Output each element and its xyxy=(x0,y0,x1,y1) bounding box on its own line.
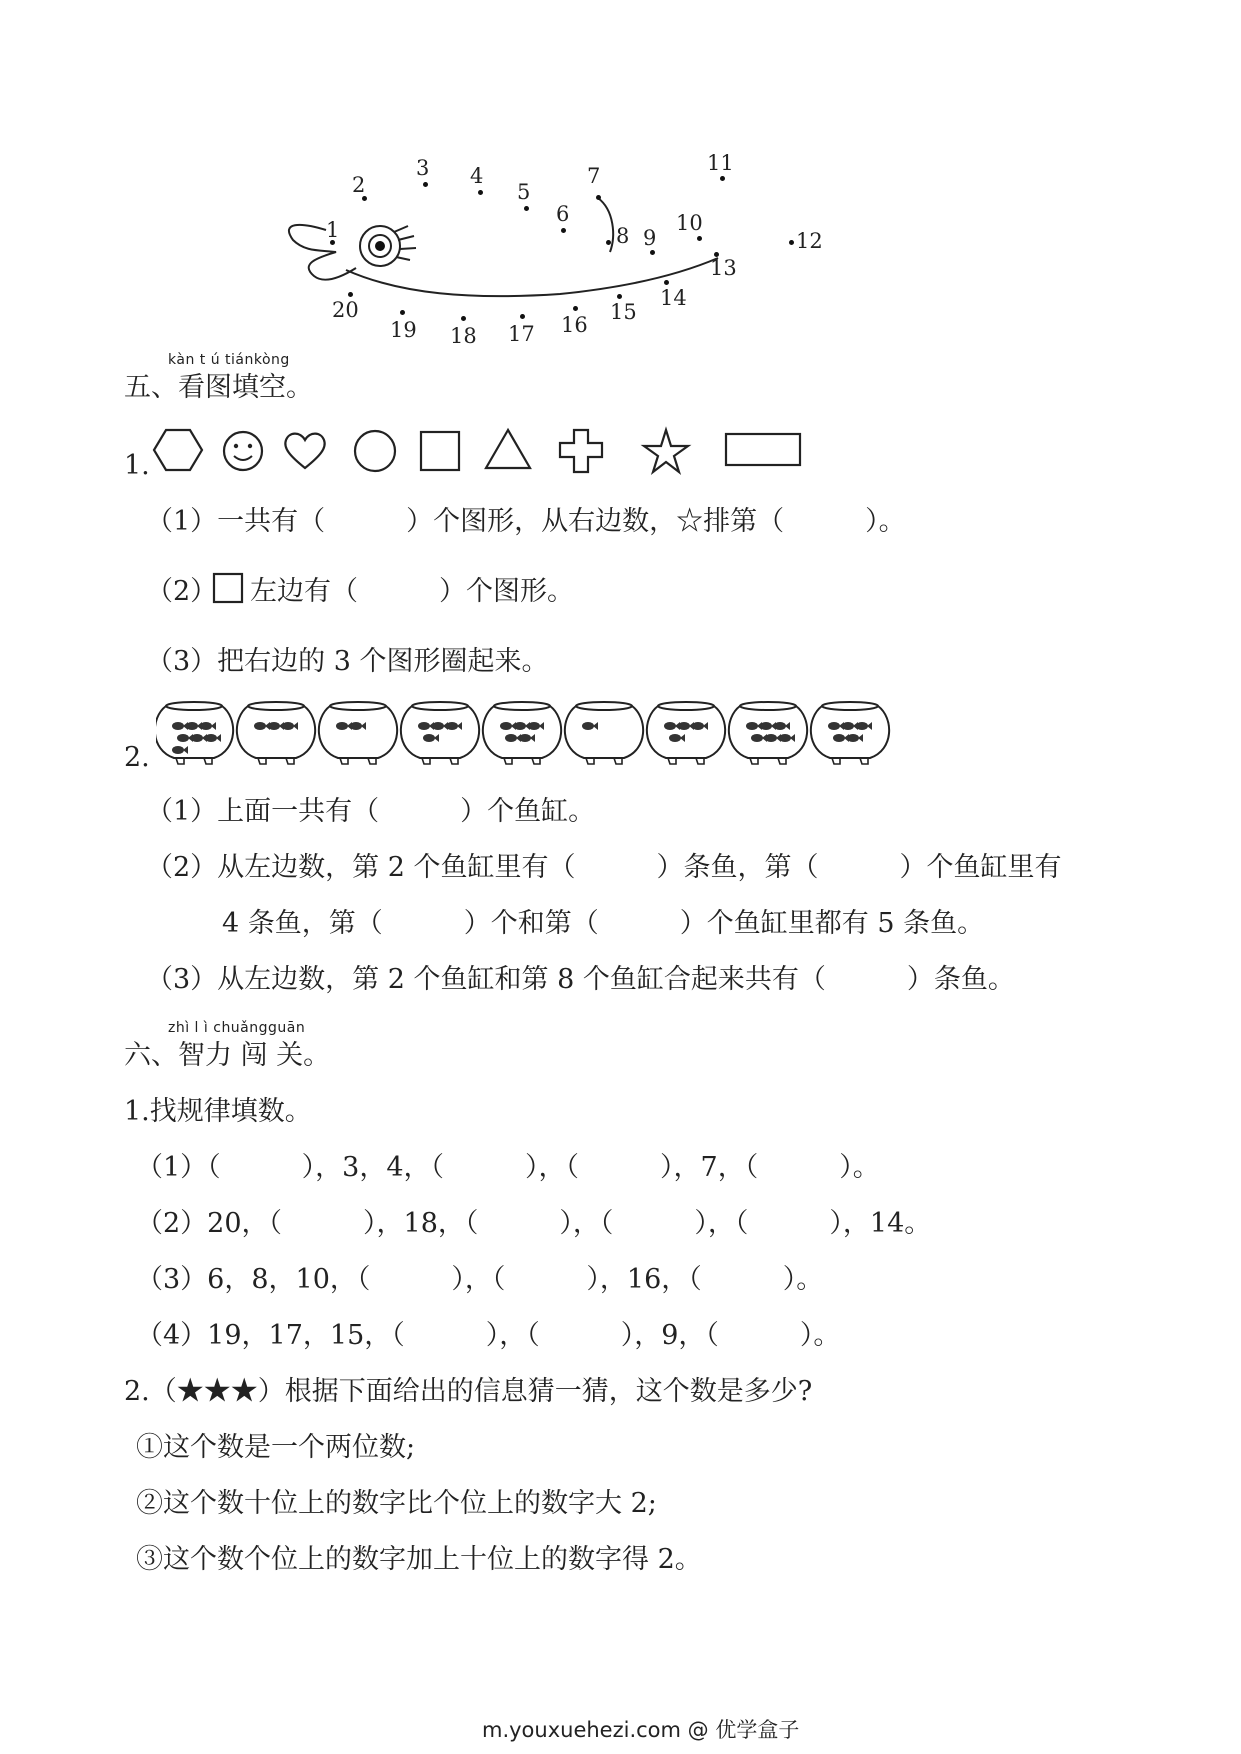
dot-label-9: 9 xyxy=(643,226,657,250)
fish-bowl xyxy=(565,702,643,764)
clue-2: ②这个数十位上的数字比个位上的数字大 2; xyxy=(136,1488,657,1519)
dot-label-18: 18 xyxy=(450,324,477,348)
q1-number: 1. xyxy=(124,450,150,481)
fish-icon xyxy=(172,722,184,730)
fish-icon xyxy=(268,722,280,730)
dot-label-4: 4 xyxy=(470,164,484,188)
cross-icon xyxy=(560,430,602,472)
fish-bowl xyxy=(483,702,561,764)
fish-icon xyxy=(856,722,868,730)
fish-icon xyxy=(514,722,526,730)
pattern-line2: （2）20，（ ），18，（ ），（ ），（ ），14。 xyxy=(136,1208,932,1239)
q1-shapes-row xyxy=(140,418,840,488)
fish-icon xyxy=(774,722,786,730)
fish-icon xyxy=(847,734,859,742)
dot-label-12: 12 xyxy=(796,229,823,253)
fish-icon xyxy=(350,722,362,730)
fish-icon xyxy=(505,734,517,742)
fish-bowl xyxy=(647,702,725,764)
fish-icon xyxy=(664,722,676,730)
fish-icon xyxy=(828,722,840,730)
fish-icon xyxy=(172,746,184,754)
fish-icon xyxy=(842,722,854,730)
dot-label-17: 17 xyxy=(508,322,535,346)
guess-title: 2.（★★★）根据下面给出的信息猜一猜，这个数是多少? xyxy=(124,1376,813,1407)
q2-line3: （3）从左边数，第 2 个鱼缸和第 8 个鱼缸合起来共有（ ）条鱼。 xyxy=(146,964,1015,995)
q1-line1: （1）一共有（ ）个图形，从右边数，☆排第（ ）。 xyxy=(146,506,906,537)
dot-label-1: 1 xyxy=(326,218,340,242)
fish-icon xyxy=(200,722,212,730)
fish-icon xyxy=(205,734,217,742)
heart-icon xyxy=(285,434,324,468)
fish-icon xyxy=(692,722,704,730)
fish-icon xyxy=(833,734,845,742)
fish-icon xyxy=(669,734,681,742)
dot-label-11: 11 xyxy=(707,151,734,175)
fish-bowl xyxy=(729,702,807,764)
fish-icon xyxy=(765,734,777,742)
fish-icon xyxy=(177,734,189,742)
dot-label-15: 15 xyxy=(610,300,637,324)
dot-label-2: 2 xyxy=(352,173,366,197)
dot-label-3: 3 xyxy=(416,156,430,180)
fish-icon xyxy=(336,722,348,730)
q2-number: 2. xyxy=(124,742,150,773)
fish-icon xyxy=(760,722,772,730)
fish-icon xyxy=(432,722,444,730)
fish-bowl xyxy=(237,702,315,764)
fish-lips xyxy=(289,225,356,280)
clue-1: ①这个数是一个两位数; xyxy=(136,1432,416,1463)
fish-icon xyxy=(191,734,203,742)
dot-label-16: 16 xyxy=(561,313,588,337)
fish-icon xyxy=(751,734,763,742)
fish-bowl xyxy=(319,702,397,764)
q1-line2-prefix: （2） xyxy=(146,576,218,607)
q2-line2b: 4 条鱼，第（ ）个和第（ ）个鱼缸里都有 5 条鱼。 xyxy=(222,908,985,939)
fish-eye-pupil xyxy=(375,241,385,251)
section6-pinyin: zhì l ì chuǎngguān xyxy=(168,1020,306,1036)
pattern-line1: （1）（ ），3，4，（ ），（ ），7，（ ）。 xyxy=(136,1152,880,1183)
section5-title: 五、看图填空。 xyxy=(124,372,313,403)
clue-3: ③这个数个位上的数字加上十位上的数字得 2。 xyxy=(136,1544,702,1575)
fish-icon xyxy=(519,734,531,742)
fish-icon xyxy=(528,722,540,730)
dot-label-20: 20 xyxy=(332,298,359,322)
fish-icon xyxy=(779,734,791,742)
dot-label-19: 19 xyxy=(390,318,417,342)
q1-line2-rest: 左边有（ ）个图形。 xyxy=(250,576,574,607)
circle-icon xyxy=(355,431,395,471)
square-icon-inline xyxy=(212,572,246,606)
fish-icon xyxy=(418,722,430,730)
q2-line2a: （2）从左边数，第 2 个鱼缸里有（ ）条鱼，第（ ）个鱼缸里有 xyxy=(146,852,1062,883)
triangle-icon xyxy=(486,430,530,468)
pattern-line3: （3）6，8，10，（ ），（ ），16，（ ）。 xyxy=(136,1264,824,1295)
fish-icon xyxy=(746,722,758,730)
fish-bowl xyxy=(811,702,889,764)
rectangle-icon xyxy=(726,434,800,465)
fish-icon xyxy=(282,722,294,730)
fish-bowl xyxy=(156,702,233,764)
dot-label-14: 14 xyxy=(660,286,687,310)
q2-line1: （1）上面一共有（ ）个鱼缸。 xyxy=(146,796,596,827)
square-icon xyxy=(421,432,459,470)
dot-label-8: 8 xyxy=(616,224,630,248)
star-icon xyxy=(644,430,688,472)
section6-title: 六、智力 闯 关。 xyxy=(124,1040,331,1071)
dot-label-10: 10 xyxy=(676,211,703,235)
fish-bowl xyxy=(401,702,479,764)
hexagon-icon xyxy=(154,430,202,470)
fish-bowls xyxy=(156,700,916,766)
fish-icon xyxy=(446,722,458,730)
fish-icon xyxy=(186,722,198,730)
pattern-title: 1.找规律填数。 xyxy=(124,1096,312,1127)
fish-icon xyxy=(254,722,266,730)
dot-label-5: 5 xyxy=(517,180,531,204)
smiley-icon xyxy=(224,432,262,470)
dot-label-7: 7 xyxy=(587,164,601,188)
fish-icon xyxy=(500,722,512,730)
dot-label-13: 13 xyxy=(710,256,737,280)
fish-icon xyxy=(582,722,594,730)
q1-line3: （3）把右边的 3 个图形圈起来。 xyxy=(146,646,549,677)
footer-watermark: m.youxuehezi.com @ 优学盒子 xyxy=(482,1718,800,1742)
fish-icon xyxy=(423,734,435,742)
pattern-line4: （4）19，17，15，（ ），（ ），9，（ ）。 xyxy=(136,1320,841,1351)
fish-icon xyxy=(678,722,690,730)
section5-pinyin: kàn t ú tiánkòng xyxy=(168,352,290,368)
dot-label-6: 6 xyxy=(556,202,570,226)
fish-bowls-row xyxy=(156,700,916,766)
dot-puzzle xyxy=(0,0,1241,360)
